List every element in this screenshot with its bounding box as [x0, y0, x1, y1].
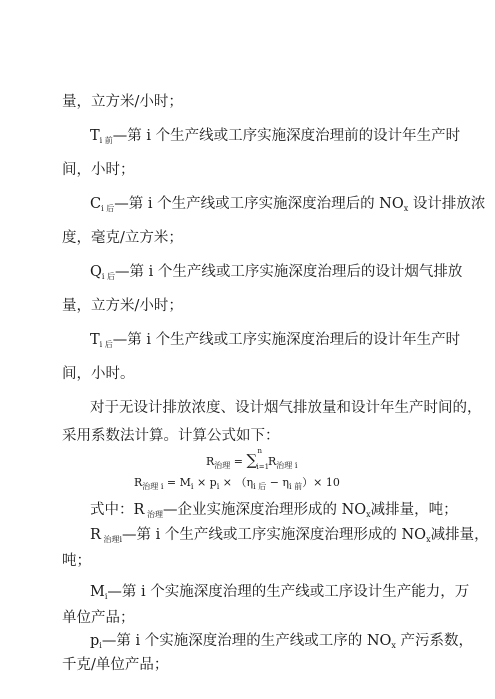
formula-term: × p: [193, 476, 217, 489]
text-line: [62, 427, 280, 445]
text: M: [90, 584, 105, 600]
text-line: [62, 656, 168, 674]
symbol: T: [90, 128, 100, 144]
text-line: [62, 552, 91, 570]
text-line: [62, 609, 135, 627]
formula-symbol: R: [134, 476, 143, 489]
formula-sum: [206, 447, 298, 473]
definition-line: [90, 632, 473, 655]
subscript: x: [426, 535, 431, 544]
subscript: i 后: [99, 340, 113, 349]
formula-subscript: i: [216, 482, 220, 491]
symbol: T: [90, 332, 100, 348]
text: 减排量，: [430, 527, 489, 543]
subscript: x: [403, 204, 409, 213]
definition-line: [90, 583, 469, 606]
sum-sign: ∑: [246, 451, 258, 469]
text: 设计排放浓: [408, 196, 486, 212]
formula-subscript: i 前: [289, 482, 303, 491]
text: —第 i 个实施深度治理的生产线或工序的 NO: [101, 633, 392, 649]
definition-line: [90, 263, 462, 286]
formula-symbol: R: [264, 455, 277, 468]
text: —企业实施深度治理形成的 NO: [162, 502, 367, 518]
subscript: 治理: [144, 510, 163, 519]
text: 采用系数法计算。计算公式如下：: [62, 428, 280, 444]
sum-upper-limit: n: [257, 447, 263, 455]
subscript: 治理i: [100, 535, 123, 544]
text: 量，立方米/小时；: [62, 94, 183, 110]
text: —第 i 个生产线或工序实施深度治理前的设计年生产时: [112, 128, 461, 144]
definition-line: [90, 526, 489, 549]
formula-term: ）× 10: [302, 476, 340, 489]
text: 对于无设计排放浓度、设计烟气排放量和设计年生产时间的，: [90, 400, 482, 416]
formula-subscript: 治理: [214, 461, 231, 470]
text: —第 i 个生产线或工序实施深度治理后的设计烟气排放: [115, 264, 463, 280]
definition-line: [90, 127, 460, 150]
text: —第 i 个生产线或工序实施深度治理后的设计年生产时: [112, 332, 461, 348]
text-line: [62, 161, 135, 179]
formula-subscript: 治理 i: [142, 482, 164, 491]
definition-line: [90, 501, 458, 524]
text-line: [90, 399, 482, 417]
text: —第 i 个生产线或工序实施深度治理形成的 NO: [122, 527, 427, 543]
formula-symbol: R: [206, 455, 215, 468]
formula-subscript: i: [190, 482, 194, 491]
subscript: i 后: [101, 272, 115, 281]
text: 减排量，吨；: [370, 502, 458, 518]
text: 度，毫克/立方米；: [62, 230, 183, 246]
formula-term: = M: [163, 476, 191, 489]
text: 式中：R: [90, 502, 145, 518]
formula-coefficient: [134, 476, 340, 494]
symbol: Q: [90, 264, 102, 280]
subscript: i 前: [99, 136, 113, 145]
text-line: [62, 93, 183, 111]
definition-line: [90, 195, 485, 218]
text: —第 i 个生产线或工序实施深度治理后的 NO: [114, 196, 404, 212]
text: 产污系数，: [395, 633, 474, 649]
text: 间，小时。: [62, 366, 135, 382]
text: 吨；: [62, 553, 91, 569]
subscript: i: [104, 592, 108, 601]
text: 单位产品；: [62, 610, 135, 626]
text-line: [62, 365, 135, 383]
text-line: [62, 229, 183, 247]
sum-lower-limit: i=1: [256, 463, 270, 471]
text: —第 i 个实施深度治理的生产线或工序设计生产能力，万: [107, 584, 470, 600]
text: R: [90, 527, 101, 543]
definition-line: [90, 331, 460, 354]
text: 千克/单位产品；: [62, 657, 169, 673]
formula-subscript: 治理 i: [276, 461, 298, 470]
text: 量，立方米/小时；: [62, 298, 183, 314]
text-line: [62, 297, 183, 315]
subscript: x: [366, 510, 371, 519]
formula-term: × （η: [219, 476, 254, 489]
text: 间，小时；: [62, 162, 135, 178]
formula-term: − η: [266, 476, 290, 489]
subscript: i: [99, 641, 102, 650]
text: p: [90, 633, 100, 649]
formula-equals: =: [230, 455, 247, 468]
subscript: i 后: [101, 204, 115, 213]
symbol: C: [90, 196, 102, 212]
formula-subscript: i 后: [253, 482, 267, 491]
subscript: x: [391, 641, 396, 650]
